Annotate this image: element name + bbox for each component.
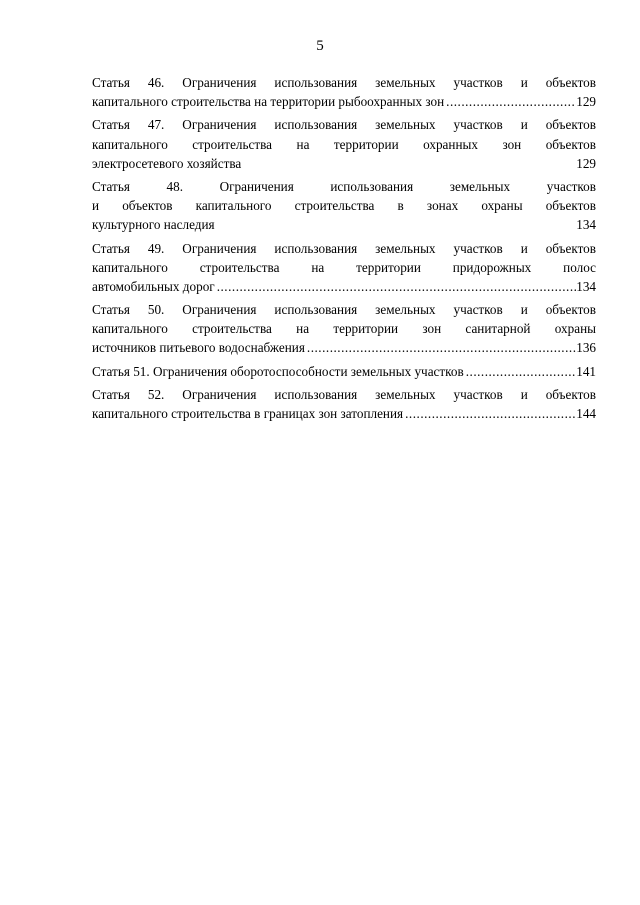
- table-of-contents: [92, 73, 596, 427]
- page-number: 5: [316, 38, 324, 54]
- toc-entry-article-49[interactable]: [92, 239, 596, 297]
- toc-entry-last-line: [92, 92, 596, 111]
- toc-entry-text-line: Статья 50. Ограничения использования земельных участков и объектов: [92, 302, 596, 318]
- toc-entry-text-line: Статья 49. Ограничения использования земельных участков и объектов: [92, 240, 596, 256]
- toc-entry-article-51[interactable]: [92, 362, 596, 381]
- toc-entry-page-number: 129: [576, 94, 596, 110]
- toc-entry-text-line: капитального строительства на территории придорожных полос: [92, 259, 596, 275]
- toc-entry-last-line: [92, 215, 596, 234]
- toc-entry-page-number: 136: [576, 340, 596, 356]
- toc-entry-last-line: [92, 338, 596, 357]
- toc-entry-text: культурного наследия: [92, 217, 215, 233]
- toc-entry-text-line: Статья 47. Ограничения использования земельных участков и объектов: [92, 117, 596, 133]
- toc-entry-last-line: [92, 404, 596, 423]
- toc-entry-page-number: 134: [576, 278, 596, 294]
- toc-entry-text: капитального строительства на территории рыбоохранных зон: [92, 94, 445, 110]
- toc-entry-text-line: Статья 48. Ограничения использования земельных участков: [92, 178, 596, 194]
- toc-entry-last-line: [92, 154, 596, 173]
- dot-leader: [464, 362, 577, 381]
- toc-entry-text-line: и объектов капитального строительства в зонах охраны объектов: [92, 198, 596, 214]
- toc-entry-article-52[interactable]: [92, 385, 596, 423]
- toc-entry-text-line: Статья 52. Ограничения использования земельных участков и объектов: [92, 386, 596, 402]
- toc-entry-article-47[interactable]: [92, 115, 596, 173]
- toc-entry-last-line: [92, 277, 596, 296]
- toc-entry-page-number: 144: [576, 406, 596, 421]
- toc-entry-article-46[interactable]: [92, 73, 596, 111]
- toc-entry-text-line: Статья 46. Ограничения использования земельных участков и объектов: [92, 75, 596, 90]
- toc-entry-page-number: 134: [576, 217, 596, 233]
- toc-entry-text: электросетевого хозяйства: [92, 155, 242, 171]
- toc-entry-page-number: 129: [576, 155, 596, 171]
- toc-entry-text-line: капитального строительства на территории зон санитарной охраны: [92, 321, 596, 337]
- toc-entry-page-number: 141: [576, 363, 596, 379]
- dot-leader: [403, 404, 576, 423]
- toc-entry-text: капитального строительства в границах зон затопления: [92, 406, 404, 421]
- toc-entry-text: источников питьевого водоснабжения: [92, 340, 305, 356]
- toc-entry-text: Статья 51. Ограничения оборотоспособности земельных участков: [92, 363, 464, 379]
- toc-entry-article-50[interactable]: [92, 300, 596, 358]
- toc-entry-last-line: [92, 362, 596, 381]
- dot-leader: [305, 338, 576, 357]
- dot-leader: [215, 277, 577, 296]
- toc-entry-text-line: капитального строительства на территории охранных зон объектов: [92, 136, 596, 152]
- toc-entry-text: автомобильных дорог: [92, 278, 215, 294]
- dot-leader: [444, 92, 576, 111]
- toc-entry-article-48[interactable]: [92, 177, 596, 235]
